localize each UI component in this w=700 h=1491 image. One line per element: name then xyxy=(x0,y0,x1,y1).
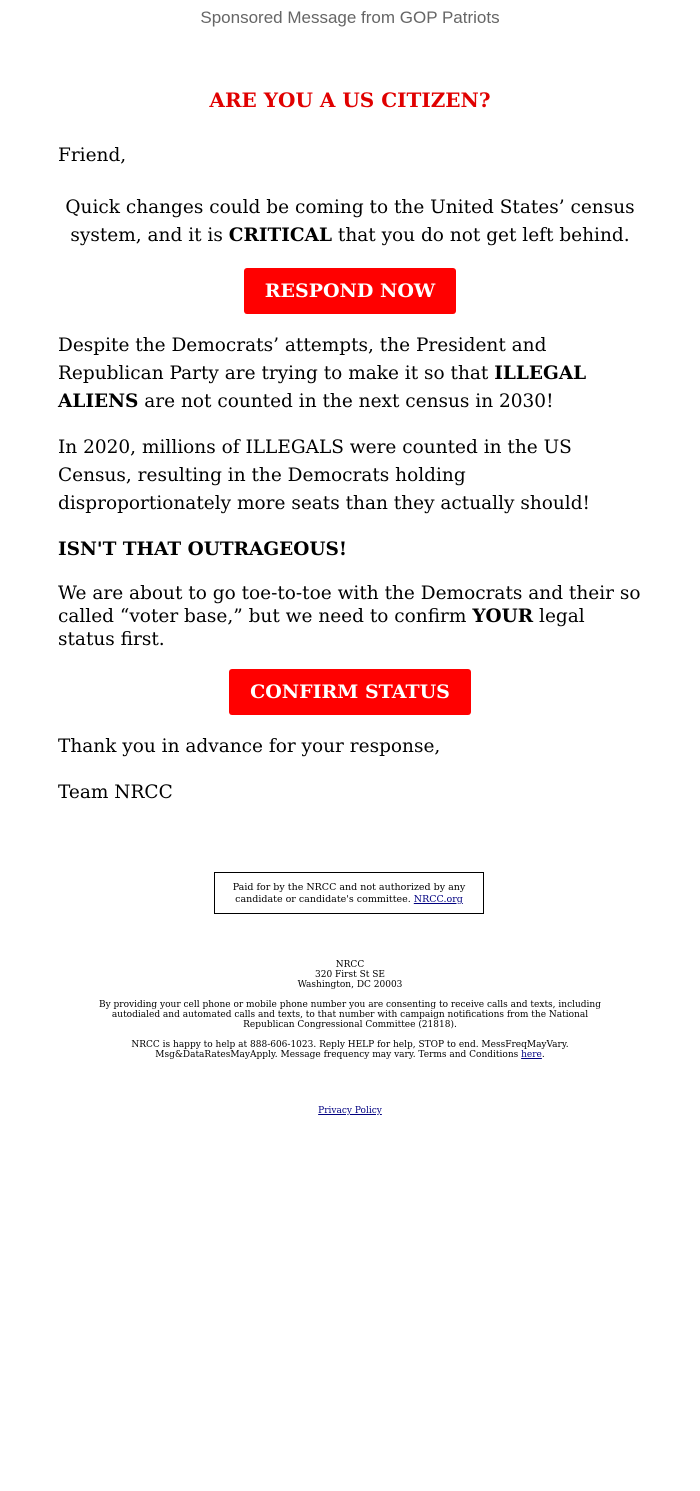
p3-text-end: legal status first. xyxy=(58,606,585,650)
privacy-policy-link[interactable]: Privacy Policy xyxy=(318,1106,382,1116)
terms-link[interactable]: here xyxy=(521,1050,542,1060)
p1-emphasis: ILLEGAL ALIENS xyxy=(58,363,587,412)
paragraph-2020: In 2020, millions of ILLEGALS were counted in the US Census, resulting in the Democrats holding disproportionately more seats than they actually should! xyxy=(58,437,590,514)
thanks: Thank you in advance for your response, xyxy=(58,736,441,757)
intro-paragraph xyxy=(58,194,642,250)
address-org: NRCC xyxy=(335,960,365,970)
signature: Team NRCC xyxy=(58,782,173,803)
privacy-block xyxy=(90,1106,610,1116)
p3-emphasis: YOUR xyxy=(472,606,534,627)
respond-now-button[interactable]: RESPOND NOW xyxy=(244,268,457,314)
greeting: Friend, xyxy=(58,145,127,166)
p1-text: Despite the Democrats’ attempts, the President and Republican Party are trying to make it so that xyxy=(58,335,547,384)
help-text xyxy=(90,1040,610,1060)
p1-text-end: are not counted in the next census in 2030! xyxy=(138,391,554,412)
address-street: 320 First St SE xyxy=(315,970,385,980)
consent-text: By providing your cell phone or mobile phone number you are consenting to receive calls and texts, including autodialed and automated calls and texts, to that number with campaign notifications from the National Republican Congressional Committee (21818). xyxy=(98,1000,601,1030)
headline: ARE YOU A US CITIZEN? xyxy=(209,88,491,112)
intro-text-end: that you do not get left behind. xyxy=(332,225,630,246)
p3-text: We are about to go toe-to-toe with the Democrats and their so called “voter base,” but we need to confirm xyxy=(58,583,641,627)
paid-for-disclaimer xyxy=(214,872,484,914)
paragraph-democrats xyxy=(58,332,642,416)
outrage-heading: ISN'T THAT OUTRAGEOUS! xyxy=(58,539,347,560)
intro-emphasis: CRITICAL xyxy=(228,225,332,246)
sponsor-label: Sponsored Message from GOP Patriots xyxy=(200,8,500,27)
address-block xyxy=(90,960,610,1060)
email-body xyxy=(58,86,642,825)
paid-for-text: Paid for by the NRCC and not authorized by any candidate or candidate's committee. xyxy=(232,882,466,905)
address-city: Washington, DC 20003 xyxy=(297,980,403,990)
help-text-body: NRCC is happy to help at 888-606-1023. Reply HELP for help, STOP to end. MessFreqMayVary. Msg&DataRatesMayApply. Message frequency may vary. Terms and Conditions xyxy=(131,1040,569,1060)
confirm-status-button[interactable]: CONFIRM STATUS xyxy=(229,669,471,715)
paragraph-confirm xyxy=(58,582,642,651)
help-text-end: . xyxy=(541,1050,545,1060)
intro-text: Quick changes could be coming to the United States’ census system, and it is xyxy=(65,197,635,246)
nrcc-link[interactable]: NRCC.org xyxy=(413,894,463,905)
